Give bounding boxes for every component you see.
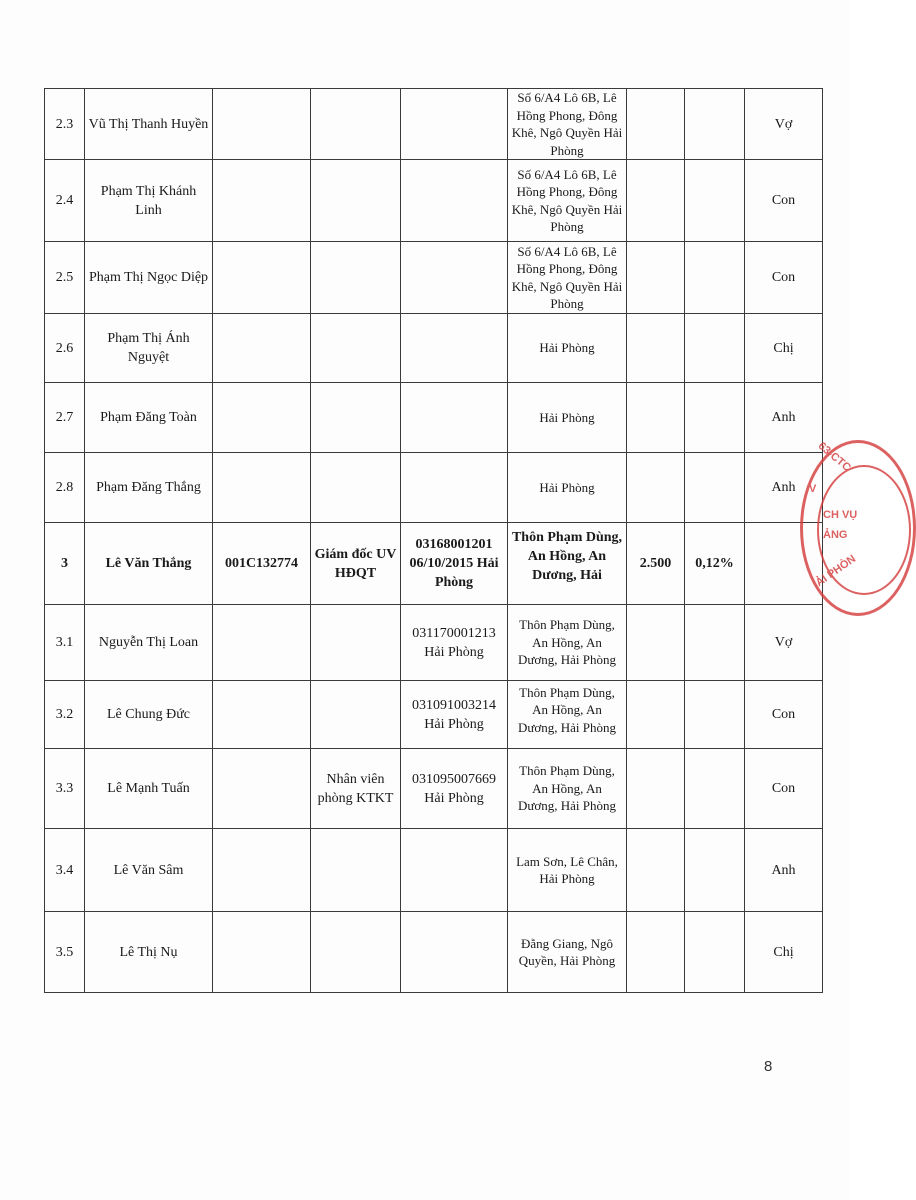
address [508,681,627,749]
address: Số 6/A4 Lô 6B, Lê Hồng Phong, Đông Khê, Ngô Quyền Hải Phòng [508,89,627,160]
person-name: Lê Văn Sâm [85,829,213,912]
id-number [213,912,311,993]
id-number [213,242,311,314]
relation: Con [745,160,823,242]
address: Số 6/A4 Lô 6B, Lê Hồng Phong, Đông Khê, Ngô Quyền Hải Phòng [508,160,627,242]
person-name: Phạm Thị Ánh Nguyệt [85,314,213,383]
position [311,314,401,383]
relation: Con [745,749,823,829]
person-name: Lê Thị Nụ [85,912,213,993]
shares [627,605,685,681]
shares: 2.500 [627,523,685,605]
shares [627,681,685,749]
shares [627,160,685,242]
table-row [45,912,823,993]
row-index: 3.5 [45,912,85,993]
relation: Chị [745,912,823,993]
position [311,242,401,314]
shares [627,383,685,453]
id-info [401,383,508,453]
id-info [401,314,508,383]
percent [685,383,745,453]
percent [685,749,745,829]
position [311,383,401,453]
id-info [401,453,508,523]
table-row [45,242,823,314]
person-name: Phạm Thị Khánh Linh [85,160,213,242]
id-number [213,829,311,912]
shares [627,749,685,829]
address: Thôn Phạm Dùng, An Hồng, An Dương, Hải Phòng [508,605,627,681]
table-row [45,314,823,383]
percent [685,160,745,242]
address: Hải Phòng [508,314,627,383]
seal-text: V [809,483,817,495]
id-info: 031091003214 Hải Phòng [401,681,508,749]
person-name: Phạm Thị Ngọc Diệp [85,242,213,314]
shares [627,912,685,993]
shareholder-relations-table [44,88,823,993]
percent [685,912,745,993]
position [311,160,401,242]
id-info [401,242,508,314]
percent [685,314,745,383]
address: Số 6/A4 Lô 6B, Lê Hồng Phong, Đông Khê, Ngô Quyền Hải Phòng [508,242,627,314]
page-number: 8 [764,1058,773,1075]
table-row [45,89,823,160]
row-index: 2.3 [45,89,85,160]
table-row-principal [45,523,823,605]
id-info [401,160,508,242]
table-row [45,453,823,523]
percent [685,89,745,160]
seal-text: ẢNG [823,529,848,541]
percent [685,242,745,314]
table-row [45,829,823,912]
percent [685,829,745,912]
address: Hải Phòng [508,453,627,523]
relation: Anh [745,453,823,523]
position [311,605,401,681]
position [311,681,401,749]
id-info [401,912,508,993]
id-info: 031170001213 Hải Phòng [401,605,508,681]
position [311,829,401,912]
shares [627,453,685,523]
relation: Vợ [745,89,823,160]
percent [685,681,745,749]
row-index: 2.4 [45,160,85,242]
id-info: 03168001201 06/10/2015 Hải Phòng [401,523,508,605]
id-number [213,383,311,453]
shares [627,89,685,160]
position [311,453,401,523]
id-number: 001C132774 [213,523,311,605]
row-index: 2.6 [45,314,85,383]
shares [627,242,685,314]
shares [627,314,685,383]
row-index: 3 [45,523,85,605]
table-row [45,749,823,829]
id-number [213,314,311,383]
row-index: 2.5 [45,242,85,314]
id-info: 031095007669 Hải Phòng [401,749,508,829]
person-name: Phạm Đăng Toàn [85,383,213,453]
table-row [45,605,823,681]
seal-text: ẢI PHÒN [813,552,859,590]
person-name: Phạm Đăng Thắng [85,453,213,523]
percent [685,453,745,523]
address-clip: Thôn Phạm Dùng, An Hồng, An Dương, Hải [511,529,623,583]
id-info [401,829,508,912]
id-number [213,89,311,160]
percent [685,605,745,681]
percent: 0,12% [685,523,745,605]
relation: Con [745,242,823,314]
relation: Anh [745,383,823,453]
row-index: 2.7 [45,383,85,453]
address-clip: Thôn Phạm Dùng, An Hồng, An Dương, Hải Phòng [517,684,617,735]
table-row [45,383,823,453]
position: Giám đốc UV HĐQT [311,523,401,605]
address: Hải Phòng [508,383,627,453]
row-index: 3.2 [45,681,85,749]
company-seal [800,440,916,616]
row-index: 3.3 [45,749,85,829]
person-name: Nguyễn Thị Loan [85,605,213,681]
relation: Chị [745,314,823,383]
seal-text: 63-CTC [815,440,853,474]
address: Đằng Giang, Ngô Quyền, Hải Phòng [508,912,627,993]
id-number [213,453,311,523]
person-name: Lê Mạnh Tuấn [85,749,213,829]
address: Thôn Phạm Dùng, An Hồng, An Dương, Hải Phòng [508,749,627,829]
table-row [45,160,823,242]
relation: Anh [745,829,823,912]
person-name: Lê Chung Đức [85,681,213,749]
person-name: Lê Văn Thắng [85,523,213,605]
address [508,523,627,605]
id-number [213,681,311,749]
relation: Vợ [745,605,823,681]
position: Nhân viên phòng KTKT [311,749,401,829]
position [311,89,401,160]
id-number [213,605,311,681]
relation: Con [745,681,823,749]
id-number [213,160,311,242]
seal-text: CH VỤ [823,509,858,521]
shares [627,829,685,912]
person-name: Vũ Thị Thanh Huyền [85,89,213,160]
table-row [45,681,823,749]
address: Lam Sơn, Lê Chân, Hải Phòng [508,829,627,912]
row-index: 3.1 [45,605,85,681]
row-index: 2.8 [45,453,85,523]
id-info [401,89,508,160]
row-index: 3.4 [45,829,85,912]
id-number [213,749,311,829]
position [311,912,401,993]
